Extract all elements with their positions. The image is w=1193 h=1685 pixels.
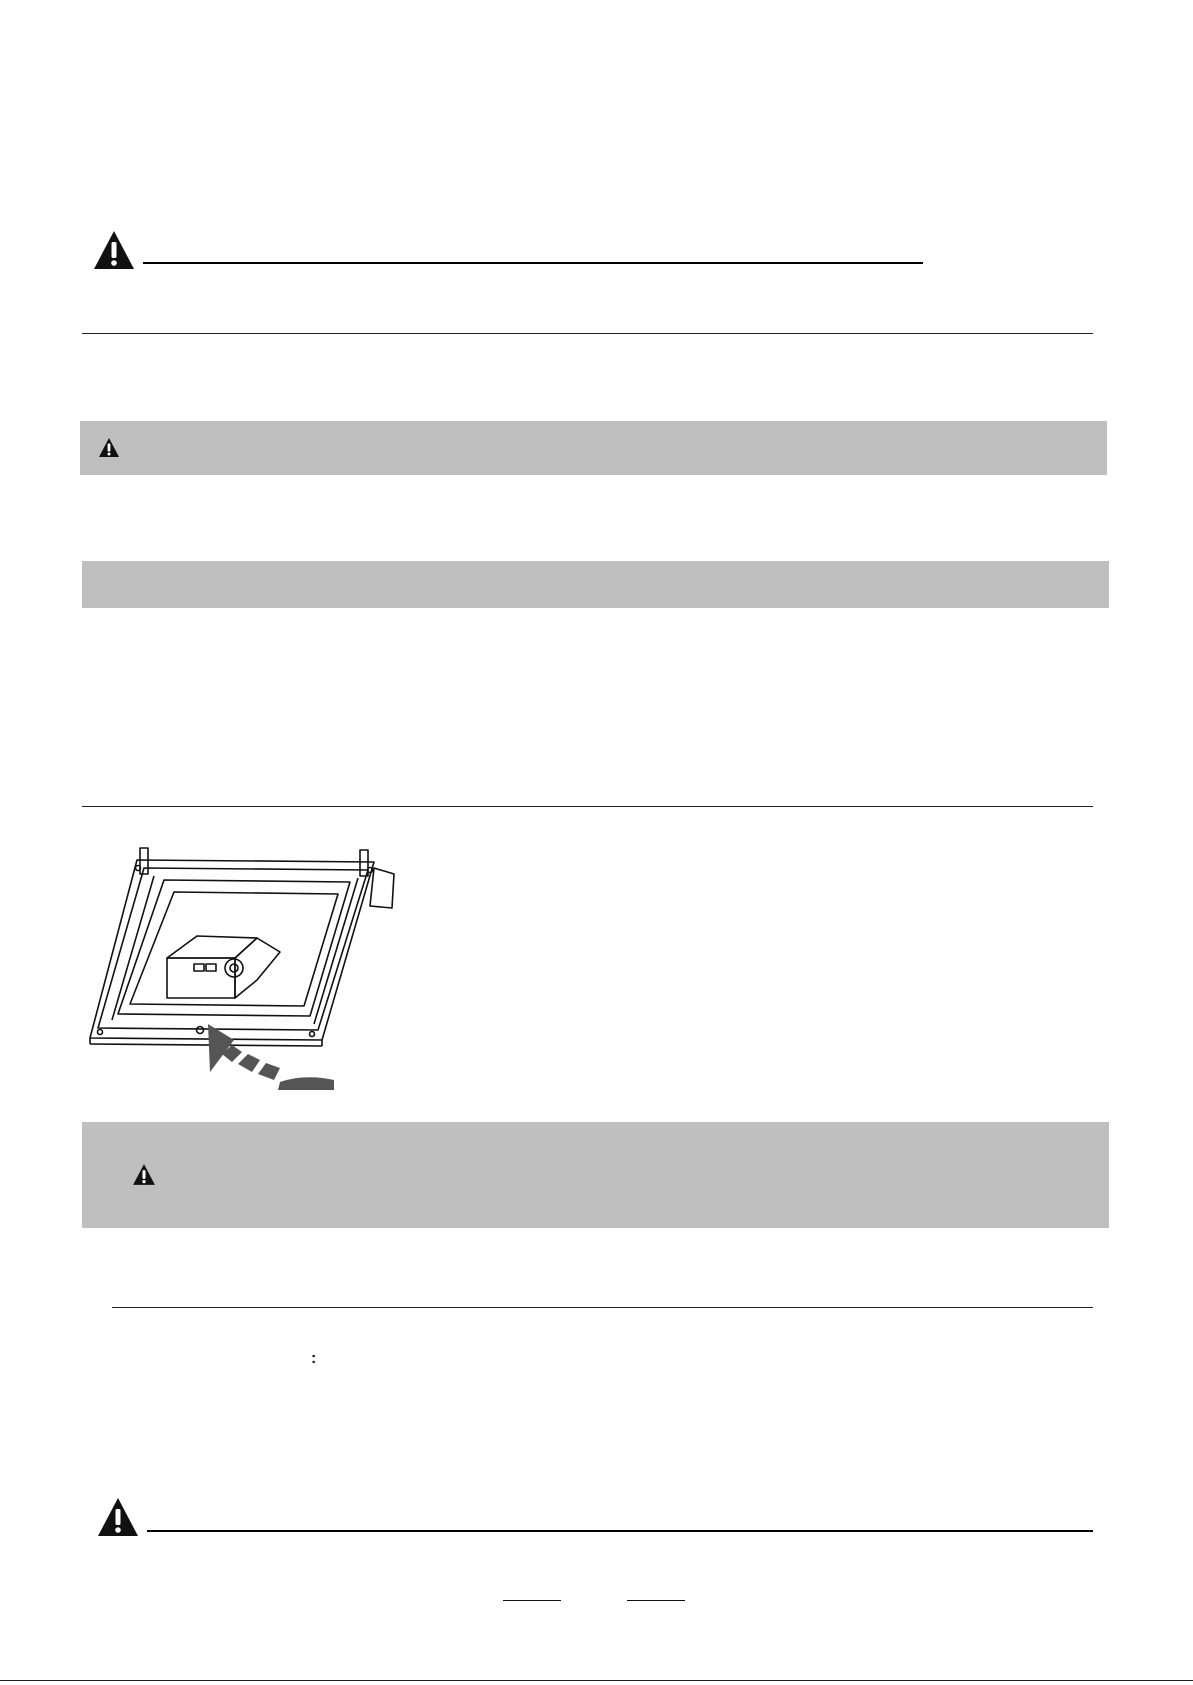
warning-band xyxy=(82,1122,1109,1228)
warning-triangle-icon xyxy=(132,1163,156,1186)
warning-underline xyxy=(147,1530,1093,1532)
note-band xyxy=(82,561,1109,608)
footer-rule xyxy=(0,1680,1193,1681)
section-divider xyxy=(112,1307,1093,1308)
warning-triangle-icon xyxy=(98,437,120,458)
warning-band xyxy=(80,421,1107,475)
warning-triangle-icon xyxy=(93,230,135,270)
blank-underline xyxy=(627,1600,685,1601)
warning-triangle-icon xyxy=(97,1497,139,1537)
warning-underline xyxy=(143,262,923,264)
section-divider xyxy=(82,806,1093,807)
colon-mark: : xyxy=(311,1350,317,1367)
blank-underline xyxy=(503,1600,561,1601)
section-divider xyxy=(82,333,1093,334)
oven-door-illustration xyxy=(82,840,402,1090)
